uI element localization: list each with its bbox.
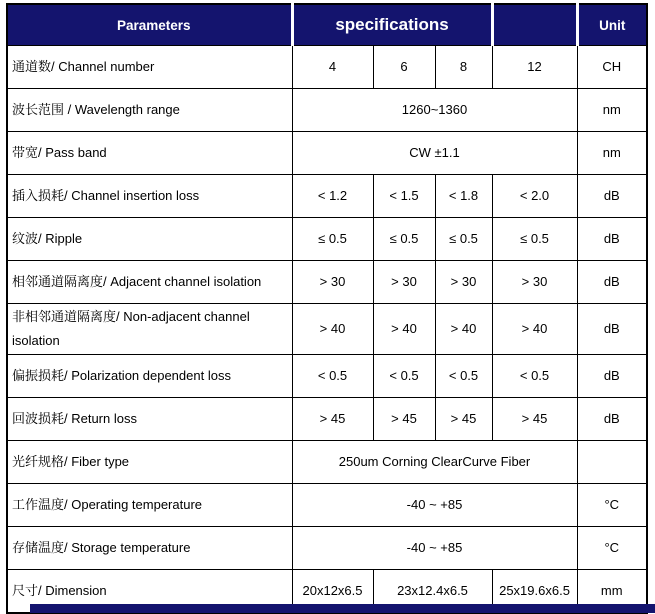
spec-value: 25x19.6x6.5 [492,570,577,614]
param-label: 通道数/ Channel number [7,46,292,89]
table-header-row [7,4,647,46]
header-unit: Unit [577,4,647,46]
footer-accent-bar [30,604,655,613]
param-label: 波长范围 / Wavelength range [7,89,292,132]
spec-value: > 40 [435,304,492,355]
param-label: 存储温度/ Storage temperature [7,527,292,570]
spec-value: 1260~1360 [292,89,577,132]
param-label: 相邻通道隔离度/ Adjacent channel isolation [7,261,292,304]
spec-value: 6 [373,46,435,89]
unit-value: dB [577,398,647,441]
param-label: 光纤规格/ Fiber type [7,441,292,484]
unit-value: CH [577,46,647,89]
unit-value: °C [577,484,647,527]
header-specifications: specifications [292,4,492,46]
spec-value: 20x12x6.5 [292,570,373,614]
unit-value: dB [577,304,647,355]
spec-value: > 40 [492,304,577,355]
table-row [7,175,647,218]
spec-value: < 0.5 [292,355,373,398]
spec-value: ≤ 0.5 [492,218,577,261]
spec-value: < 0.5 [492,355,577,398]
spec-value: > 30 [292,261,373,304]
spec-value: > 30 [492,261,577,304]
unit-value: dB [577,175,647,218]
spec-value: < 2.0 [492,175,577,218]
spec-value: -40 ~ +85 [292,484,577,527]
param-label: 尺寸/ Dimension [7,570,292,614]
table-row [7,441,647,484]
param-label: 回波损耗/ Return loss [7,398,292,441]
unit-value: nm [577,132,647,175]
spec-table-container [6,3,648,614]
spec-value: ≤ 0.5 [373,218,435,261]
unit-value: dB [577,218,647,261]
param-label: 偏振损耗/ Polarization dependent loss [7,355,292,398]
table-row [7,304,647,355]
table-row [7,261,647,304]
header-parameters: Parameters [7,4,292,46]
spec-value: < 1.5 [373,175,435,218]
table-row [7,484,647,527]
spec-value: > 40 [373,304,435,355]
header-spare-cell [492,4,577,46]
table-row [7,355,647,398]
spec-value: < 0.5 [435,355,492,398]
spec-value: > 40 [292,304,373,355]
param-label: 插入损耗/ Channel insertion loss [7,175,292,218]
table-row [7,218,647,261]
spec-value: 23x12.4x6.5 [373,570,492,614]
table-row [7,89,647,132]
spec-value: 12 [492,46,577,89]
spec-value: -40 ~ +85 [292,527,577,570]
param-label: 工作温度/ Operating temperature [7,484,292,527]
spec-table [6,3,648,614]
spec-value: 8 [435,46,492,89]
unit-value: dB [577,355,647,398]
spec-value: > 45 [435,398,492,441]
table-row [7,398,647,441]
spec-value: CW ±1.1 [292,132,577,175]
spec-value: ≤ 0.5 [435,218,492,261]
param-label: 带宽/ Pass band [7,132,292,175]
table-row [7,132,647,175]
spec-value: > 45 [292,398,373,441]
spec-value: 250um Corning ClearCurve Fiber [292,441,577,484]
unit-value: dB [577,261,647,304]
unit-value: mm [577,570,647,614]
spec-table-body [7,46,647,614]
spec-value: < 1.8 [435,175,492,218]
spec-value: < 0.5 [373,355,435,398]
spec-value: ≤ 0.5 [292,218,373,261]
spec-value: 4 [292,46,373,89]
unit-value [577,441,647,484]
param-label: 非相邻通道隔离度/ Non-adjacent channel isolation [7,304,292,355]
spec-value: > 45 [373,398,435,441]
unit-value: °C [577,527,647,570]
spec-value: > 30 [373,261,435,304]
spec-value: > 45 [492,398,577,441]
table-row [7,527,647,570]
spec-value: < 1.2 [292,175,373,218]
table-row [7,46,647,89]
unit-value: nm [577,89,647,132]
param-label: 纹波/ Ripple [7,218,292,261]
spec-value: > 30 [435,261,492,304]
